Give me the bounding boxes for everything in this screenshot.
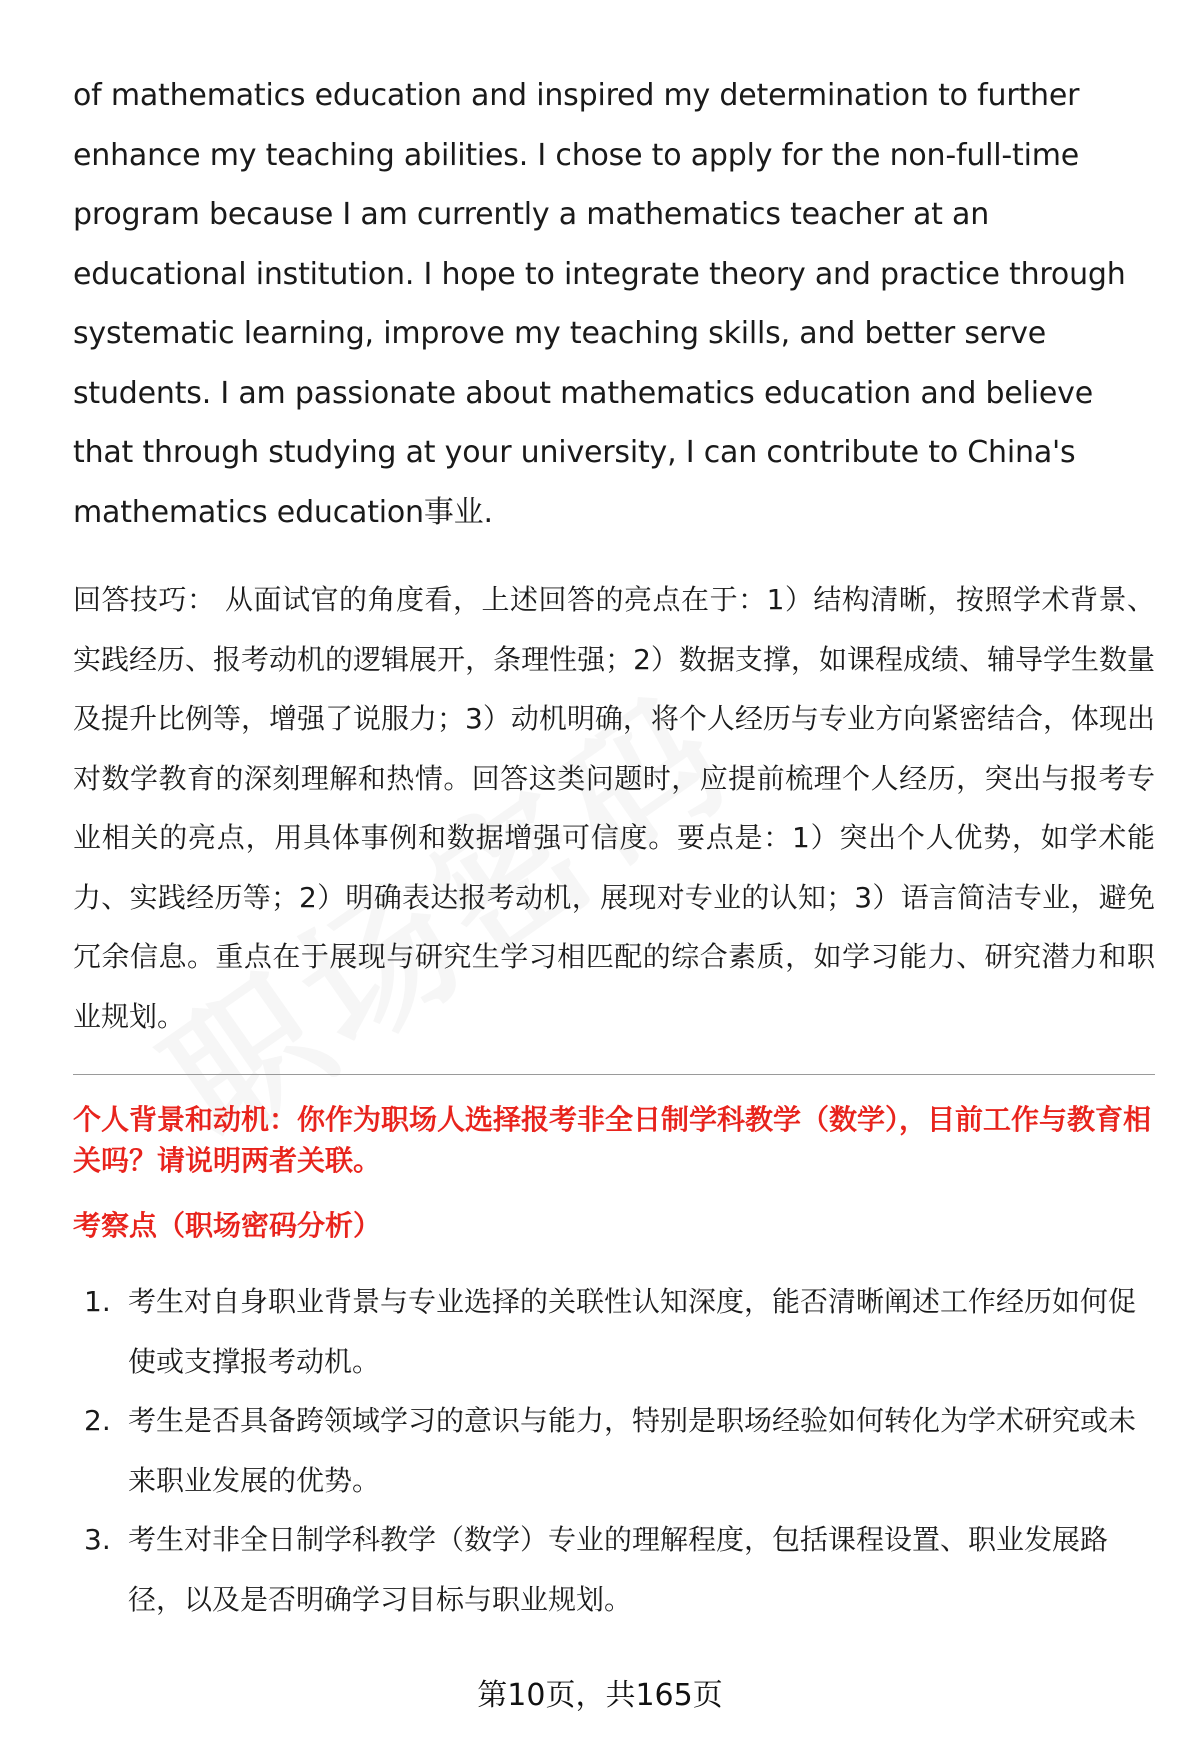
list-item-number: 1. [84,1285,111,1318]
english-answer-paragraph: of mathematics education and inspired my determination to further enhance my teaching abilities. I chose to apply for the non-full-time program because I am currently a mathematics teacher at an educational institution. I hope to integrate theory and practice through systematic learning, improve my teaching skills, and better serve students. I am passionate about mathematics education and believe that through studying at your university, I can contribute to China's mathematics education事业. [73,78,1126,530]
list-item-text: 考生对非全日制学科教学（数学）专业的理解程度，包括课程设置、职业发展路径，以及是否明确学习目标与职业规划。 [128,1523,1109,1616]
list-item-text: 考生是否具备跨领域学习的意识与能力，特别是职场经验如何转化为学术研究或未来职业发展的优势。 [128,1404,1137,1497]
document-page [73,66,1155,1629]
list-item-number: 2. [84,1404,111,1437]
assessment-points-list [73,1272,1155,1629]
assessment-points-heading: 考察点（职场密码分析） [73,1209,382,1242]
answer-tips-paragraph: 回答技巧： 从面试官的角度看，上述回答的亮点在于：1）结构清晰，按照学术背景、实践经历、报考动机的逻辑展开，条理性强；2）数据支撑，如课程成绩、辅导学生数量及提升比例等，增强了说服力；3）动机明确，将个人经历与专业方向紧密结合，体现出对数学教育的深刻理解和热情。回答这类问题时，应提前梳理个人经历，突出与报考专业相关的亮点，用具体事例和数据增强可信度。要点是：1）突出个人优势，如学术能力、实践经历等；2）明确表达报考动机，展现对专业的认知；3）语言简洁专业，避免冗余信息。重点在于展现与研究生学习相匹配的综合素质，如学习能力、研究潜力和职业规划。 [73,583,1155,1033]
list-item-text: 考生对自身职业背景与专业选择的关联性认知深度，能否清晰阐述工作经历如何促使或支撑报考动机。 [128,1285,1137,1378]
list-item [73,1510,1155,1629]
list-item [73,1391,1155,1510]
list-item-number: 3. [84,1523,111,1556]
page-number-footer: 第10页，共165页 [477,1678,723,1713]
section-divider [73,1074,1155,1075]
list-item [73,1272,1155,1391]
question-heading: 个人背景和动机：你作为职场人选择报考非全日制学科教学（数学），目前工作与教育相关吗？请说明两者关联。 [73,1103,1152,1177]
